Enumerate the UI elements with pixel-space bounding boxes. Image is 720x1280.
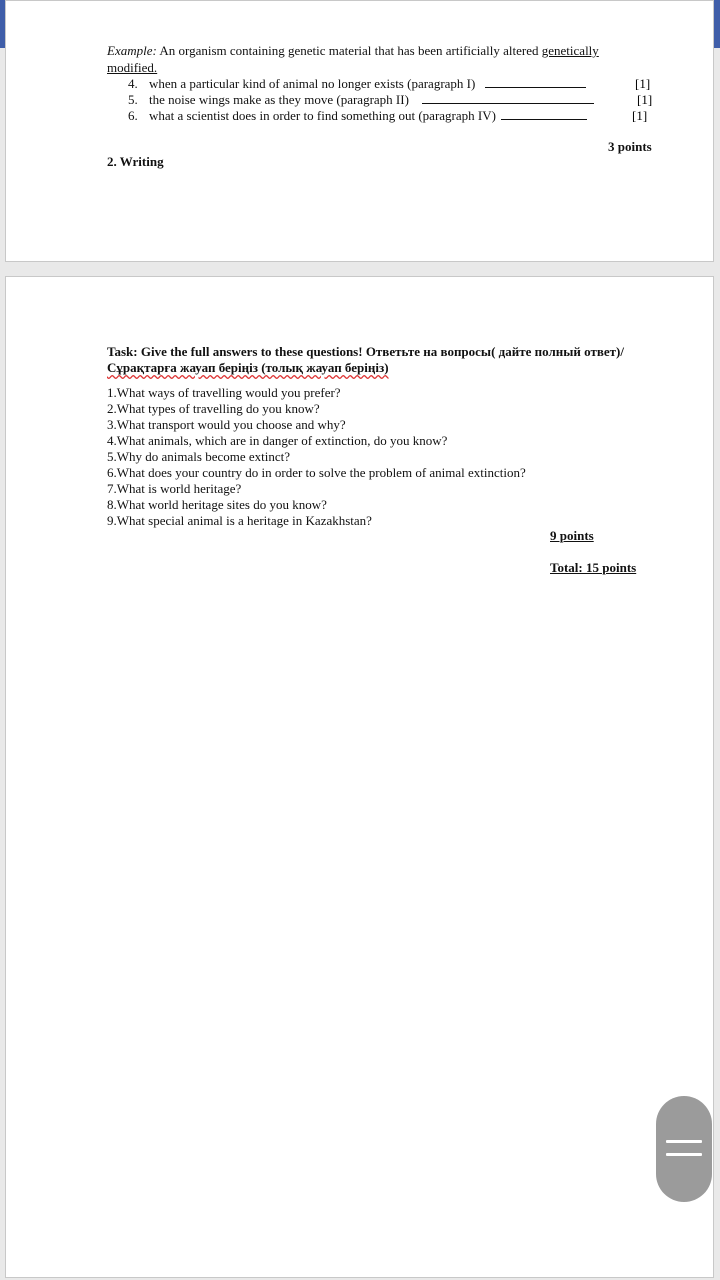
- section-title: 2. Writing: [107, 154, 164, 169]
- mark: [1]: [637, 92, 653, 107]
- question-item: 7.What is world heritage?: [107, 481, 242, 496]
- total-points: Total: 15 points: [550, 560, 637, 575]
- mark: [1]: [635, 76, 651, 91]
- task-heading-kazakh: Сұрақтарға жауап беріңіз (толық жауап беріңіз): [107, 360, 389, 375]
- section-points: 9 points: [550, 528, 594, 543]
- example-line: [107, 43, 599, 59]
- question-item: 6.What does your country do in order to solve the problem of animal extinction?: [107, 465, 526, 480]
- task-heading: Task: Give the full answers to these questions! Ответьте на вопросы( дайте полный ответ)/: [107, 344, 624, 359]
- example-text: An organism containing genetic material that has been artificially altered: [159, 43, 539, 58]
- question-item: 4.What animals, which are in danger of extinction, do you know?: [107, 433, 448, 448]
- fast-scroll-handle[interactable]: [656, 1096, 712, 1202]
- grip-line: [666, 1140, 702, 1143]
- example-label: Example:: [107, 43, 157, 58]
- question-item: 2.What types of travelling do you know?: [107, 401, 320, 416]
- question-item: 3.What transport would you choose and why?: [107, 417, 346, 432]
- list-item: 5. the noise wings make as they move (paragraph II): [128, 92, 594, 108]
- answer-blank[interactable]: [422, 93, 594, 104]
- example-answer: genetically: [541, 43, 599, 58]
- document-page-2: [5, 276, 714, 1278]
- grip-line: [666, 1153, 702, 1156]
- mark: [1]: [632, 108, 648, 123]
- question-item: 9.What special animal is a heritage in Kazakhstan?: [107, 513, 372, 528]
- section-points: 3 points: [608, 139, 652, 154]
- document-page-1: [5, 0, 714, 262]
- answer-blank[interactable]: [485, 77, 586, 88]
- list-item: 6. what a scientist does in order to find something out (paragraph IV): [128, 108, 587, 124]
- example-answer-cont: modified.: [107, 60, 158, 75]
- question-item: 5.Why do animals become extinct?: [107, 449, 291, 464]
- list-item: 4. when a particular kind of animal no longer exists (paragraph I): [128, 76, 586, 92]
- question-item: 1.What ways of travelling would you prefer?: [107, 385, 341, 400]
- answer-blank[interactable]: [501, 109, 587, 120]
- question-item: 8.What world heritage sites do you know?: [107, 497, 327, 512]
